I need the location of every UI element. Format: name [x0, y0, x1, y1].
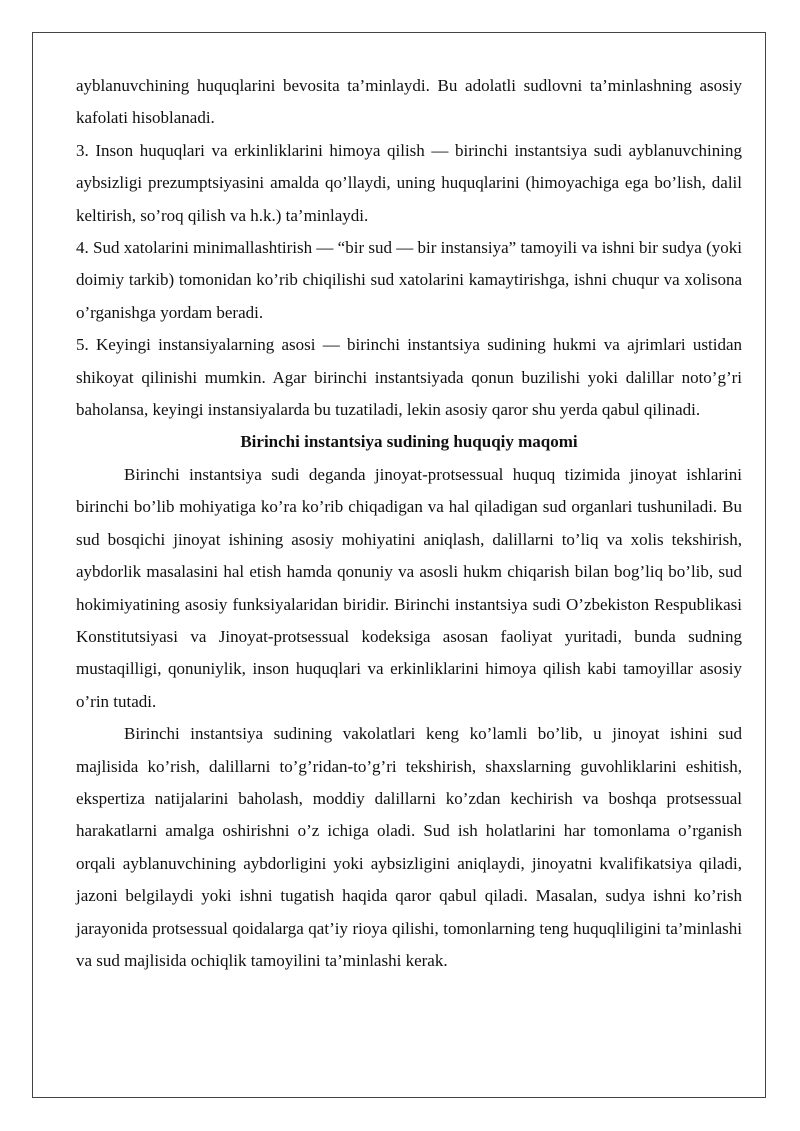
- list-item-3: 3. Inson huquqlari va erkinliklarini himoya qilish — birinchi instantsiya sudi ayblanuvchining aybsizligi prezumptsiyasini amalda qo’llaydi, uning huquqlarini (himoyachiga ega bo’lish, dalil keltirish, so’roq qilish va h.k.) ta’minlaydi.: [76, 140, 742, 225]
- paragraph-powers: Birinchi instantsiya sudining vakolatlari keng ko’lamli bo’lib, u jinoyat ishini sud majlisida ko’rish, dalillarni to’g’ridan-to’g’ri tekshirish, shaxslarning guvohliklarini eshitish, ekspertiza natijalarini baholash, moddiy dalillarni ko’zdan kechirish va boshqa protsessual harakatlarni amalga oshirishni o’z ichiga oladi. Sud ish holatlarini har tomonlama o’rganish orqali ayblanuvchining aybdorligini yoki aybsizligini aniqlaydi, jinoyatni kvalifikatsiya qiladi, jazoni belgilaydi yoki ishni tugatish haqida qaror qabul qiladi. Masalan, sudya ishni ko’rish jarayonida protsessual qoidalarga qat’iy rioya qilishi, tomonlarning teng huquqliligini ta’minlashi va sud majlisida ochiqlik tamoyilini ta’minlashi kerak.: [76, 724, 742, 970]
- paragraph-continuation: ayblanuvchining huquqlarini bevosita ta’minlaydi. Bu adolatli sudlovni ta’minlashning asosiy kafolati hisoblanadi.: [76, 76, 742, 128]
- list-item-4: 4. Sud xatolarini minimallashtirish — “bir sud — bir instansiya” tamoyili va ishni bir sudya (yoki doimiy tarkib) tomonidan ko’rib chiqilishi sud xatolarini kamaytirishga, ishni chuqur va xolisona o’rganishga yordam beradi.: [76, 238, 742, 322]
- section-heading: Birinchi instantsiya sudining huquqiy maqomi: [240, 432, 578, 452]
- paragraph-definition: Birinchi instantsiya sudi deganda jinoyat-protsessual huquq tizimida jinoyat ishlarini birinchi bo’lib mohiyatiga ko’ra ko’rib chiqadigan va hal qiladigan sud organlari tushuniladi. Bu sud bosqichi jinoyat ishining asosiy mohiyatini aniqlash, dalillarni to’liq va xolis tekshirish, aybdorlik masalasini hal etish hamda qonuniy va asosli hukm chiqarish bilan bog’liq bo’lib, sud hokimiyatining asosiy funksiyalaridan biridir. Birinchi instantsiya sudi O’zbekiston Respublikasi Konstitutsiyasi va Jinoyat-protsessual kodeksiga asosan faoliyat yuritadi, bunda sudning mustaqilligi, qonuniylik, inson huquqlari va erkinliklarini himoya qilish kabi tamoyillar asosiy o’rin tutadi.: [76, 464, 742, 711]
- list-item-5: 5. Keyingi instansiyalarning asosi — birinchi instantsiya sudining hukmi va ajrimlari ustidan shikoyat qilinishi mumkin. Agar birinchi instantsiyada qonun buzilishi yoki dalillar noto’g’ri baholansa, keyingi instansiyalarda bu tuzatiladi, lekin asosiy qaror shu yerda qabul qilinadi.: [76, 335, 742, 420]
- document-body: [76, 70, 742, 977]
